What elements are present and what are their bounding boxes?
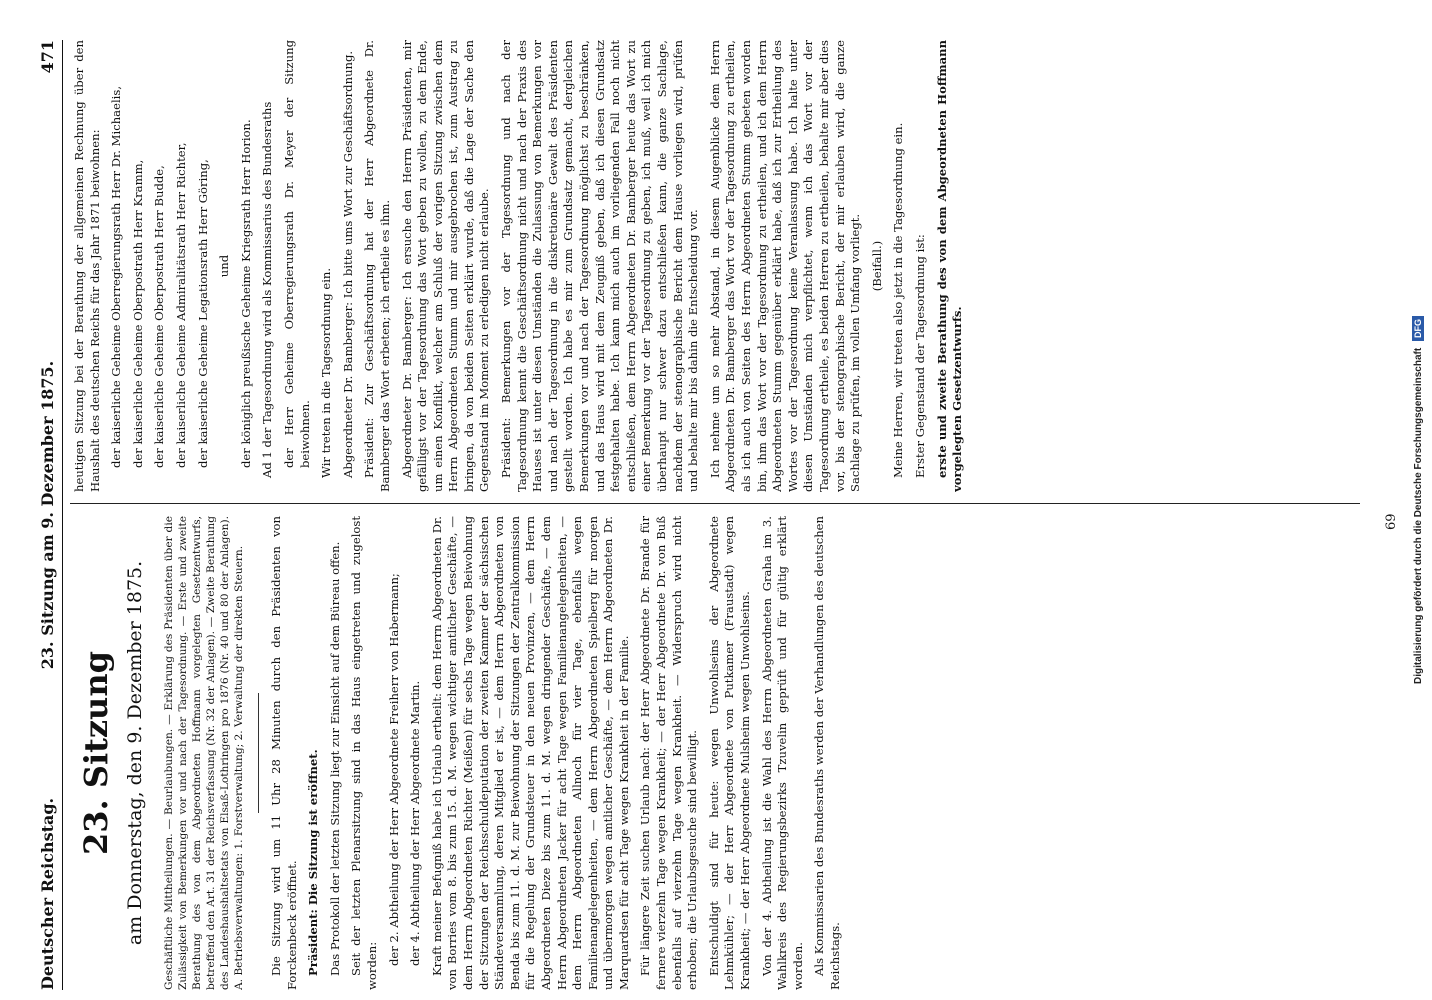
paragraph: heutigen Sitzung bei der Berathung der allgemeinen Rechnung über den Haushalt des deutschen Reichs für das Jahr 1871 beiwohnen:: [72, 40, 102, 492]
paragraph: Für längere Zeit suchen Urlaub nach: der Herr Abgeordnete Dr. Brande für fernere vierzehn Tage wegen Krankheit; — der Herr Abgeordnete Dr. von Buß ebenfalls auf vierzehn Tage wegen Krankheit. — Widerspruch wird nicht erhoben; die Urlaubsgesuche sind bewilligt.: [638, 516, 700, 990]
right-column: [72, 40, 1352, 492]
paragraph: Erster Gegenstand der Tagesordnung ist:: [912, 234, 927, 478]
paragraph: Wir treten in die Tagesordnung ein.: [319, 267, 334, 478]
paragraph: Das Protokoll der letzten Sitzung liegt zur Einsicht auf dem Büreau offen.: [327, 541, 342, 976]
paragraph: erste und zweite Berathung des von dem Abgeordneten Hoffmann vorgelegten Gesetzentwurfs.: [934, 40, 965, 492]
paragraph: Kraft meiner Befugniß habe ich Urlaub ertheilt: dem Herrn Abgeordneten Dr. von Borries vom 8. bis zum 15. d. M. wegen wichtiger amtlicher Geschäfte, — dem Herrn Abgeordneten Richter (Meißen) für sechs Tage wegen Beiwohnung der Sitzungen der Reichsschuldeputation der zweiten Kammer der sächsischen Ständeversammlung, deren Mitglied er ist, — dem Herrn Abgeordneten von Benda bis zum 11. d. M. zur Beiwohnung der Sitzungen der Zentralkommission für die Regelung der Grundsteuer in den neuen Provinzen, — dem Herrn Abgeordneten Dieze bis zum 11. d. M. wegen dringender Geschäfte, — dem Herrn Abgeordneten Jacker für acht Tage wegen Familienangelegenheiten, — dem Herrn Abgeordneten Allnoch für vier Tage, ebenfalls wegen Familienangelegenheiten, — dem Herrn Abgeordneten Spielberg für morgen und übermorgen wegen amtlicher Geschäfte, — dem Herrn Abgeordneten Dr. Marquardsen für acht Tage wegen Krankheit in der Familie.: [429, 516, 631, 990]
paragraph: der 4. Abtheilung der Herr Abgeordnete Martin.: [408, 680, 423, 966]
separator-rule: [258, 693, 259, 813]
signature-number: 69: [1384, 513, 1399, 530]
paragraph: Von der 4. Abtheilung ist die Wahl des Herrn Abgeordneten Graha im 3. Wahlkreis des Regierungsbezirks Tzuvelin geprüft und für gültig erklärt worden.: [759, 516, 805, 990]
paragraph: (Beifall.): [869, 240, 884, 292]
list-item: der kaiserliche Geheime Legationsrath Herr Göring,: [195, 159, 210, 468]
header-publication: Deutscher Reichstag.: [38, 797, 57, 990]
session-subtitle: am Donnerstag, den 9. Dezember 1875.: [124, 560, 146, 946]
list-item: der königlich preußische Geheime Kriegsrath Herr Horion.: [238, 119, 253, 468]
paragraph: und: [217, 254, 232, 278]
paragraph: Als Kommissarien des Bundesraths werden der Verhandlungen des deutschen Reichstags.: [812, 516, 842, 990]
paragraph: Seit der letzten Plenarsitzung sind in das Haus eingetreten und zugelost worden:: [349, 516, 379, 990]
header-session-date: 23. Sitzung am 9. Dezember 1875.: [38, 360, 57, 670]
paragraph: Ad 1 der Tagesordnung wird als Kommissarius des Bundesraths: [260, 101, 275, 478]
dfg-logo: DFG: [1412, 316, 1424, 341]
list-item: der kaiserliche Geheime Oberregierungsrath Herr Dr. Michaelis,: [109, 85, 124, 468]
paragraph: Präsident: Zur Geschäftsordnung hat der Herr Abgeordnete Dr. Bamberger das Wort erbeten; ich ertheile es ihm.: [362, 40, 392, 492]
paragraph: der 2. Abtheilung der Herr Abgeordnete Freiherr von Habermann;: [386, 573, 401, 966]
digitization-text: Digitalisierung gefördert durch die Deutsche Forschungsgemeinschaft: [1413, 347, 1424, 684]
list-item: der kaiserliche Geheime Oberpostrath Herr Kramm,: [130, 159, 145, 468]
paragraph: Meine Herren, wir treten also jetzt in die Tagesordnung ein.: [891, 122, 906, 478]
paragraph: Abgeordneter Dr. Bamberger: Ich bitte ums Wort zur Geschäftsordnung.: [340, 50, 355, 478]
list-item: der kaiserliche Geheime Oberpostrath Herr Budde,: [152, 165, 167, 468]
running-header: [32, 40, 62, 990]
digitization-note: [1406, 0, 1432, 1000]
left-column: [72, 516, 1342, 990]
header-page-number: 471: [38, 40, 57, 74]
session-title: 23. Sitzung: [77, 651, 115, 855]
paragraph: der Herr Geheime Oberregierungsrath Dr. Meyer der Sitzung beiwohnen.: [281, 40, 312, 468]
column-divider: [70, 503, 1360, 504]
session-summary: Geschäftliche Mittheilungen. — Beurlaubungen. — Erklärung des Präsidenten über die Zulässigkeit von Bemerkungen vor und nach der Tagesordnung. — Erste und zweite Berathung des von dem Abgeordneten Hoffmann vorgelegten Gesetzentwurfs, betreffend den Art. 31 der Reichsverfassung (Nr. 32 der Anlagen). — Zweite Berathung des Landeshaushaltsetats von Elsaß-Lothringen pro 1876 (Nr. 40 und 80 der Anlagen). A. Betriebsverwaltungen: 1. Forstverwaltung; 2. Verwaltung der direkten Steuern.: [163, 516, 245, 990]
paragraph: Präsident: Bemerkungen vor der Tagesordnung und nach der Tagesordnung kennt die Geschäftsordnung nicht und nach der Praxis des Hauses ist unter diesen Umständen die Zulassung von Bemerkungen vor und nach der Tagesordnung in die diskretionäre Gewalt des Präsidenten gestellt worden. Ich habe es mir zum Grundsatz gemacht, dergleichen Bemerkungen vor und nach der Tagesordnung möglichst zu beschränken, und das Haus wird mit dem Zeugniß geben, daß ich diesen Grundsatz festgehalten habe. Ich kann mich auch im vorliegenden Fall noch nicht entschließen, dem Herrn Abgeordneten Dr. Bamberger heute das Wort zu einer Bemerkung vor der Tagesordnung zu geben, ich muß, weil ich mich überhaupt nur schwer dazu entschließen kann, die ganze Sachlage, nachdem der stenographische Bericht dem Hause vorliegen wird, prüfen und behalte mir bis dahin die Entscheidung vor.: [499, 40, 701, 492]
list-item: der kaiserliche Geheime Admiralitätsrath Herr Richter,: [173, 142, 188, 468]
paragraph: Präsident: Die Sitzung ist eröffnet.: [306, 749, 321, 976]
paragraph: Abgeordneter Dr. Bamberger: Ich ersuche den Herrn Präsidenten, mir gefälligst vor der Tagesordnung das Wort geben zu wollen, zu dem Ende, um einen Konflikt, welcher am Schluß der vorigen Sitzung zwischen dem Herrn Abgeordneten Stumm und mir ausgebrochen ist, zum Austrag zu bringen, da von beiden Seiten erklärt wurde, daß die Lage der Sache den Gegenstand im Moment zu erledigen nicht erlaube.: [399, 40, 492, 492]
paragraph: Entschuldigt sind für heute: wegen Unwohlseins der Abgeordnete Lehmkühler; — der Herr Abgeordnete von Putkamer (Fraustadt) wegen Krankheit; — der Herr Abgeordnete Mulsheim wegen Unwohlseins.: [706, 516, 753, 990]
paragraph: Die Sitzung wird um 11 Uhr 28 Minuten durch den Präsidenten von Forckenbeck eröffnet.: [269, 516, 299, 990]
paragraph: Ich nehme um so mehr Abstand, in diesem Augenblicke dem Herrn Abgeordneten Dr. Bamberger das Wort vor der Tagesordnung zu ertheilen, als ich auch von Seiten des Herrn Abgeordneten Stumm gebeten worden bin, ihm das Wort vor der Tagesordnung zu ertheilen, und ich dem Herrn Abgeordneten Stumm gegenüber erklärt habe, daß ich zur Ertheilung des Wortes vor der Tagesordnung keine Veranlassung habe. Ich halte unter diesen Umständen mich verpflichtet, wenn ich das Wort vor der Tagesordnung ertheile, es beiden Herren zu ertheilen, behalte mir aber dies vor, bis der stenographische Bericht, der mir erlauben wird, die ganze Sachlage zu prüfen, im vollen Umfang vorliegt.: [707, 40, 863, 492]
header-rule: [62, 40, 63, 990]
